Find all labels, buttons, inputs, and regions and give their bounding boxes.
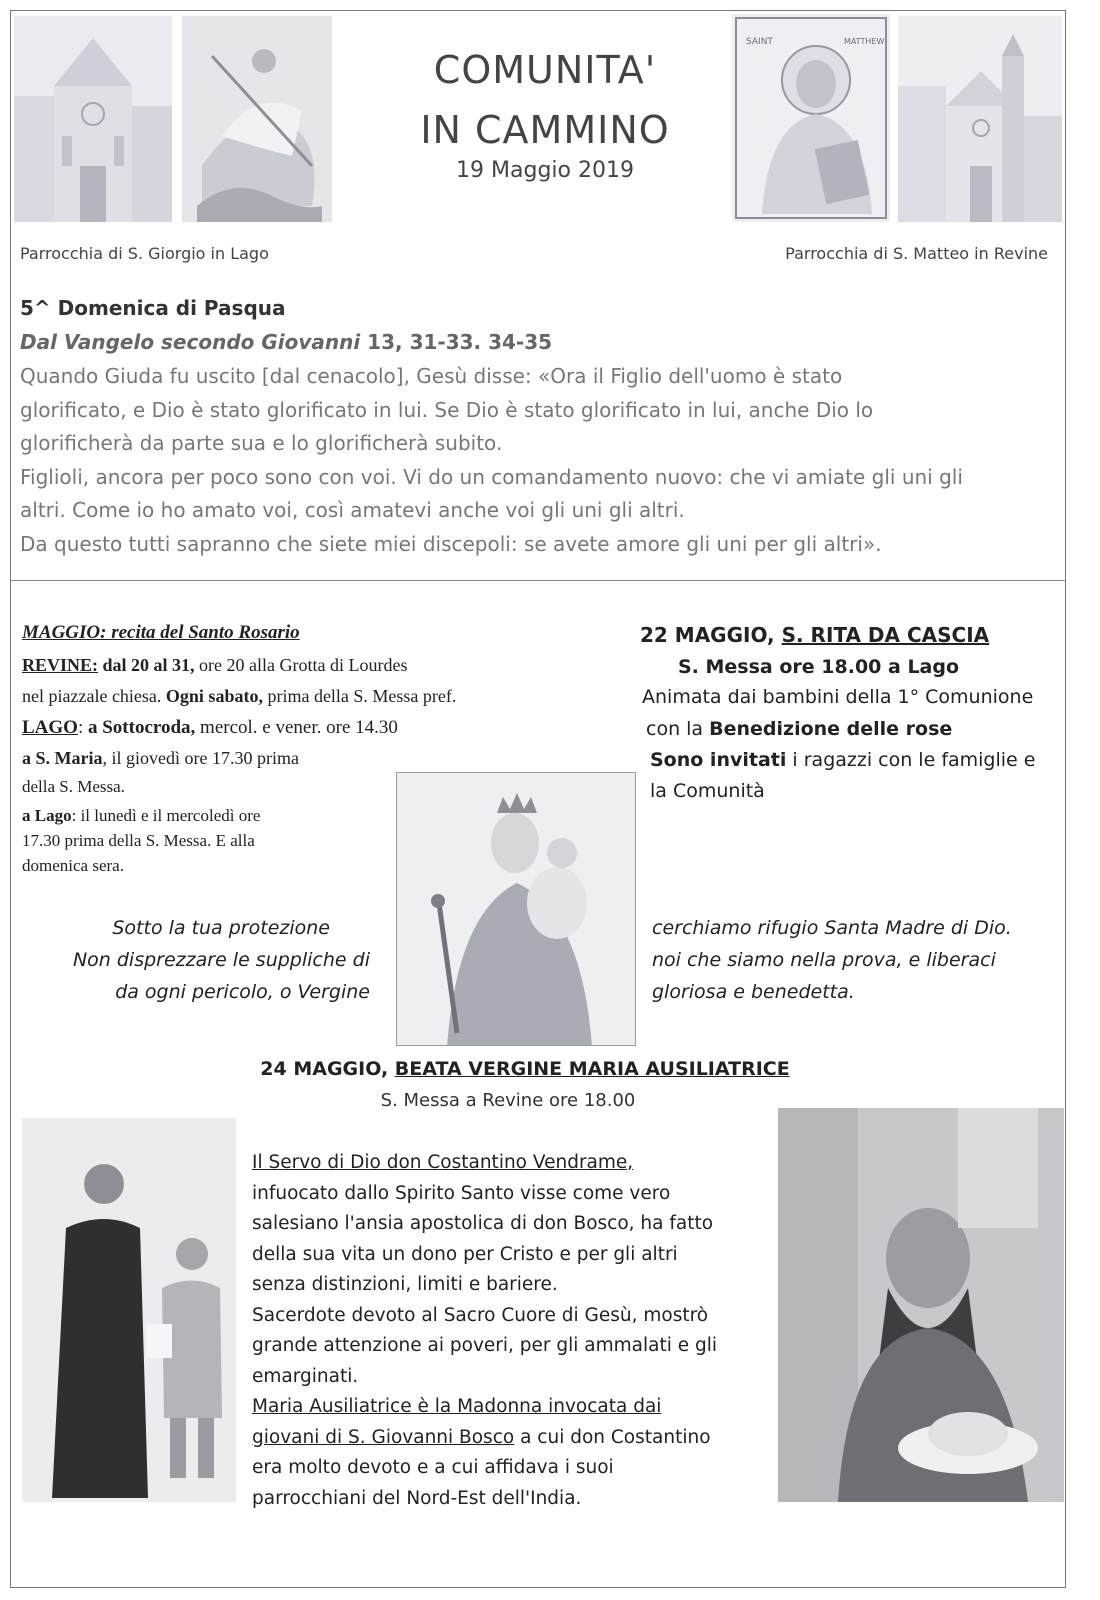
prayer-right-line: noi che siamo nella prova, e liberaci	[652, 949, 996, 971]
vendrame-line: Maria Ausiliatrice è la Madonna invocata dai	[252, 1396, 662, 1417]
vendrame-line: Sacerdote devoto al Sacro Cuore di Gesù, mostrò	[252, 1304, 709, 1326]
issue-date: 19 Maggio 2019	[456, 158, 634, 183]
title-line-2: IN CAMMINO	[420, 108, 670, 152]
church-san-giorgio-photo	[14, 16, 172, 222]
prayer-right-line: cerchiamo rifugio Santa Madre di Dio.	[652, 917, 1012, 939]
ausiliatrice-heading	[0, 1058, 1050, 1080]
rita-invited: Sono invitati	[650, 749, 787, 771]
lago-colon: :	[77, 717, 88, 738]
revine-dates: dal 20 al 31,	[98, 655, 195, 675]
vendrame-line: emarginati.	[252, 1365, 359, 1387]
rita-blessing: Benedizione delle rose	[709, 718, 953, 740]
vendrame-line: senza distinzioni, limiti e bariere.	[252, 1274, 558, 1295]
gospel-text	[20, 360, 1060, 561]
ausiliatrice-mass: S. Messa a Revine ore 18.00	[380, 1090, 636, 1111]
vendrame-line-10-underlined: giovani di S. Giovanni Bosco	[252, 1426, 515, 1448]
rosary-title: MAGGIO: recita del Santo Rosario	[22, 622, 300, 643]
title-line-1: COMUNITA'	[433, 48, 657, 92]
rita-line-1: Animata dai bambini della 1° Comunione	[642, 686, 1034, 708]
gospel-reference-verses: 13, 31-33. 34-35	[360, 330, 553, 354]
santa-maria-label: a S. Maria	[22, 748, 103, 768]
vendrame-line-10-rest: a cui don Costantino	[514, 1426, 711, 1448]
prayer-right	[652, 912, 1062, 1008]
section-divider	[11, 580, 1065, 581]
rita-heading	[640, 620, 989, 651]
revine-detail: ore 20 alla Grotta di Lourdes	[194, 655, 408, 675]
lago-church-detail-3: domenica sera.	[22, 856, 124, 875]
sottocroda-detail: mercol. e vener. ore 14.30	[195, 717, 398, 738]
prayer-left	[20, 912, 370, 1008]
santa-maria-detail-2: della S. Messa.	[22, 777, 125, 796]
santa-maria-detail: , il giovedì ore 17.30 prima	[102, 748, 299, 768]
rita-line-3-b: i ragazzi con le famiglie e	[786, 749, 1036, 771]
parish-right: Parrocchia di S. Matteo in Revine	[785, 244, 1048, 263]
rita-line-2	[646, 714, 952, 745]
prayer-left-line: Sotto la tua protezione	[112, 917, 330, 939]
parish-left: Parrocchia di S. Giorgio in Lago	[20, 244, 269, 263]
ausiliatrice-date: 24 MAGGIO,	[260, 1058, 395, 1080]
vendrame-line: della sua vita un dono per Cristo e per gli altri	[252, 1243, 678, 1265]
vendrame-line: parrocchiani del Nord-Est dell'India.	[252, 1487, 582, 1509]
gospel-reference-book: Dal Vangelo secondo Giovanni	[20, 330, 361, 354]
lago-church-detail-2: 17.30 prima della S. Messa. E alla	[22, 831, 255, 850]
rita-line-3	[650, 745, 1035, 776]
church-san-matteo-photo	[898, 16, 1062, 222]
lago-church-label: a Lago	[22, 806, 72, 825]
don-vendrame-photo	[778, 1108, 1064, 1502]
rita-saint: S. RITA DA CASCIA	[781, 623, 990, 647]
prayer-left-line: da ogni pericolo, o Vergine	[115, 981, 370, 1003]
gospel-line: glorificato, e Dio è stato glorificato in lui. Se Dio è stato glorificato in lui, anche Dio lo	[20, 397, 874, 422]
sunday-heading: 5^ Domenica di Pasqua	[20, 296, 286, 320]
vendrame-line: infuocato dallo Spirito Santo visse come vero	[252, 1182, 671, 1204]
gospel-reference	[20, 330, 552, 354]
prayer-left-line: Non disprezzare le suppliche di	[72, 949, 370, 971]
don-bosco-photo	[22, 1118, 236, 1502]
gospel-line: glorificherà da parte sua e lo glorificherà subito.	[20, 431, 503, 455]
saturday-detail: prima della S. Messa pref.	[262, 686, 457, 706]
ausiliatrice-title: BEATA VERGINE MARIA AUSILIATRICE	[394, 1058, 790, 1080]
lago-church-detail: : il lunedì e il mercoledì ore	[71, 806, 261, 825]
gospel-line: Da questo tutti sapranno che siete miei discepoli: se avete amore gli uni per gli altri».	[20, 531, 882, 556]
lago-label: LAGO	[22, 717, 78, 738]
prayer-right-line: gloriosa e benedetta.	[652, 981, 855, 1003]
rita-mass: S. Messa ore 18.00 a Lago	[678, 656, 960, 678]
revine-label: REVINE:	[22, 655, 99, 675]
saint-matthew-icon	[732, 14, 890, 222]
vendrame-line: Il Servo di Dio don Costantino Vendrame,	[252, 1152, 634, 1173]
sottocroda-label: a Sottocroda,	[87, 717, 196, 738]
vendrame-line-10	[252, 1423, 772, 1454]
rita-date: 22 MAGGIO,	[640, 623, 782, 647]
madonna-painting	[396, 772, 636, 1046]
gospel-line: altri. Come io ho amato voi, così amatevi anche voi gli uni gli altri.	[20, 498, 685, 522]
vendrame-line: grande attenzione ai poveri, per gli ammalati e gli	[252, 1335, 718, 1356]
vendrame-text	[252, 1148, 772, 1514]
icon-inscription-left: SAINT	[746, 37, 773, 47]
vendrame-line: era molto devoto e a cui affidava i suoi	[252, 1457, 614, 1478]
gospel-line: Figlioli, ancora per poco sono con voi. Vi do un comandamento nuovo: che vi amiate gli uni gli	[20, 464, 963, 489]
rita-line-4: la Comunità	[650, 780, 765, 802]
icon-inscription-right: MATTHEW	[844, 37, 885, 46]
rita-line-2-a: con la	[646, 718, 710, 740]
gospel-line: Quando Giuda fu uscito [dal cenacolo], Gesù disse: «Ora il Figlio dell'uomo è stato	[20, 364, 843, 388]
vendrame-line: salesiano l'ansia apostolica di don Bosco, ha fatto	[252, 1213, 714, 1234]
saint-george-painting	[182, 16, 332, 222]
revine-place: nel piazzale chiesa.	[22, 686, 166, 706]
saturday-label: Ogni sabato,	[165, 686, 263, 706]
